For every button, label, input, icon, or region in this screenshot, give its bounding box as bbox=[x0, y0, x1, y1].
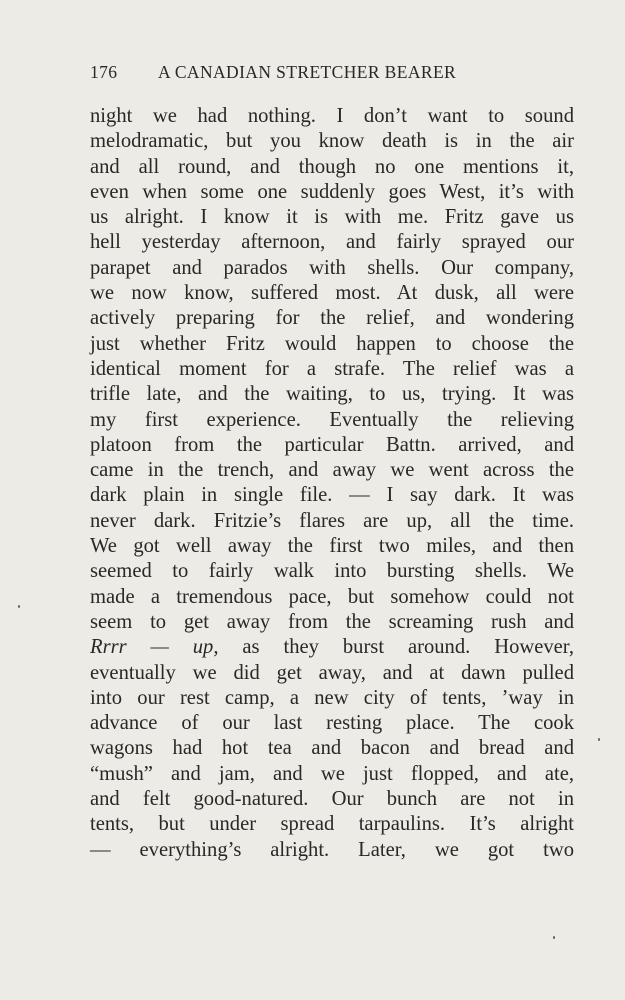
text-line: seem to get away from the screaming rush and bbox=[90, 610, 574, 633]
text-line: advance of our last resting place. The cook bbox=[90, 712, 574, 735]
text-line: platoon from the particular Battn. arrived, and bbox=[90, 433, 574, 456]
text-line: never dark. Fritzie’s flares are up, all the time. bbox=[90, 509, 574, 532]
text-line: — everything’s alright. Later, we got two bbox=[90, 838, 574, 861]
paper-speck bbox=[553, 936, 555, 939]
text-line: trifle late, and the waiting, to us, trying. It was bbox=[90, 383, 574, 406]
text-line: into our rest camp, a new city of tents, ’way in bbox=[90, 686, 574, 709]
text-line: parapet and parados with shells. Our company, bbox=[90, 256, 574, 279]
text-line-rest: as they burst around. However, bbox=[242, 636, 574, 659]
text-line: wagons had hot tea and bacon and bread and bbox=[90, 737, 574, 760]
text-line: seemed to fairly walk into bursting shells. We bbox=[90, 560, 574, 583]
body-text bbox=[90, 104, 574, 863]
text-line: dark plain in single file. — I say dark. It was bbox=[90, 484, 574, 507]
text-line: made a tremendous pace, but somehow could not bbox=[90, 585, 574, 608]
text-line: we now know, suffered most. At dusk, all were bbox=[90, 282, 574, 305]
text-line: melodramatic, but you know death is in the air bbox=[90, 130, 574, 153]
text-line: and felt good-natured. Our bunch are not in bbox=[90, 788, 574, 811]
text-line: actively preparing for the relief, and wondering bbox=[90, 307, 574, 330]
italic-phrase: Rrrr — up, bbox=[90, 636, 219, 659]
text-line: came in the trench, and away we went across the bbox=[90, 459, 574, 482]
text-line: night we had nothing. I don’t want to sound bbox=[90, 105, 574, 127]
page-header bbox=[90, 62, 576, 86]
text-line: “mush” and jam, and we just flopped, and ate, bbox=[90, 762, 574, 785]
text-line: identical moment for a strafe. The relief was a bbox=[90, 357, 574, 380]
paper-speck bbox=[598, 738, 600, 741]
text-line: even when some one suddenly goes West, it’s with bbox=[90, 180, 574, 203]
text-line: and all round, and though no one mentions it, bbox=[90, 155, 574, 178]
text-line: eventually we did get away, and at dawn pulled bbox=[90, 661, 574, 684]
text-line: We got well away the first two miles, and then bbox=[90, 535, 574, 558]
text-line: tents, but under spread tarpaulins. It’s alright bbox=[90, 813, 574, 836]
text-line: us alright. I know it is with me. Fritz gave us bbox=[90, 206, 574, 229]
running-head: A CANADIAN STRETCHER BEARER bbox=[158, 62, 457, 82]
page-number: 176 bbox=[90, 62, 118, 82]
paper-speck bbox=[18, 605, 20, 608]
text-line: just whether Fritz would happen to choose the bbox=[90, 332, 574, 355]
text-line: my first experience. Eventually the relieving bbox=[90, 408, 574, 431]
text-line: hell yesterday afternoon, and fairly sprayed our bbox=[90, 231, 574, 254]
text-line-with-italic bbox=[90, 635, 574, 660]
